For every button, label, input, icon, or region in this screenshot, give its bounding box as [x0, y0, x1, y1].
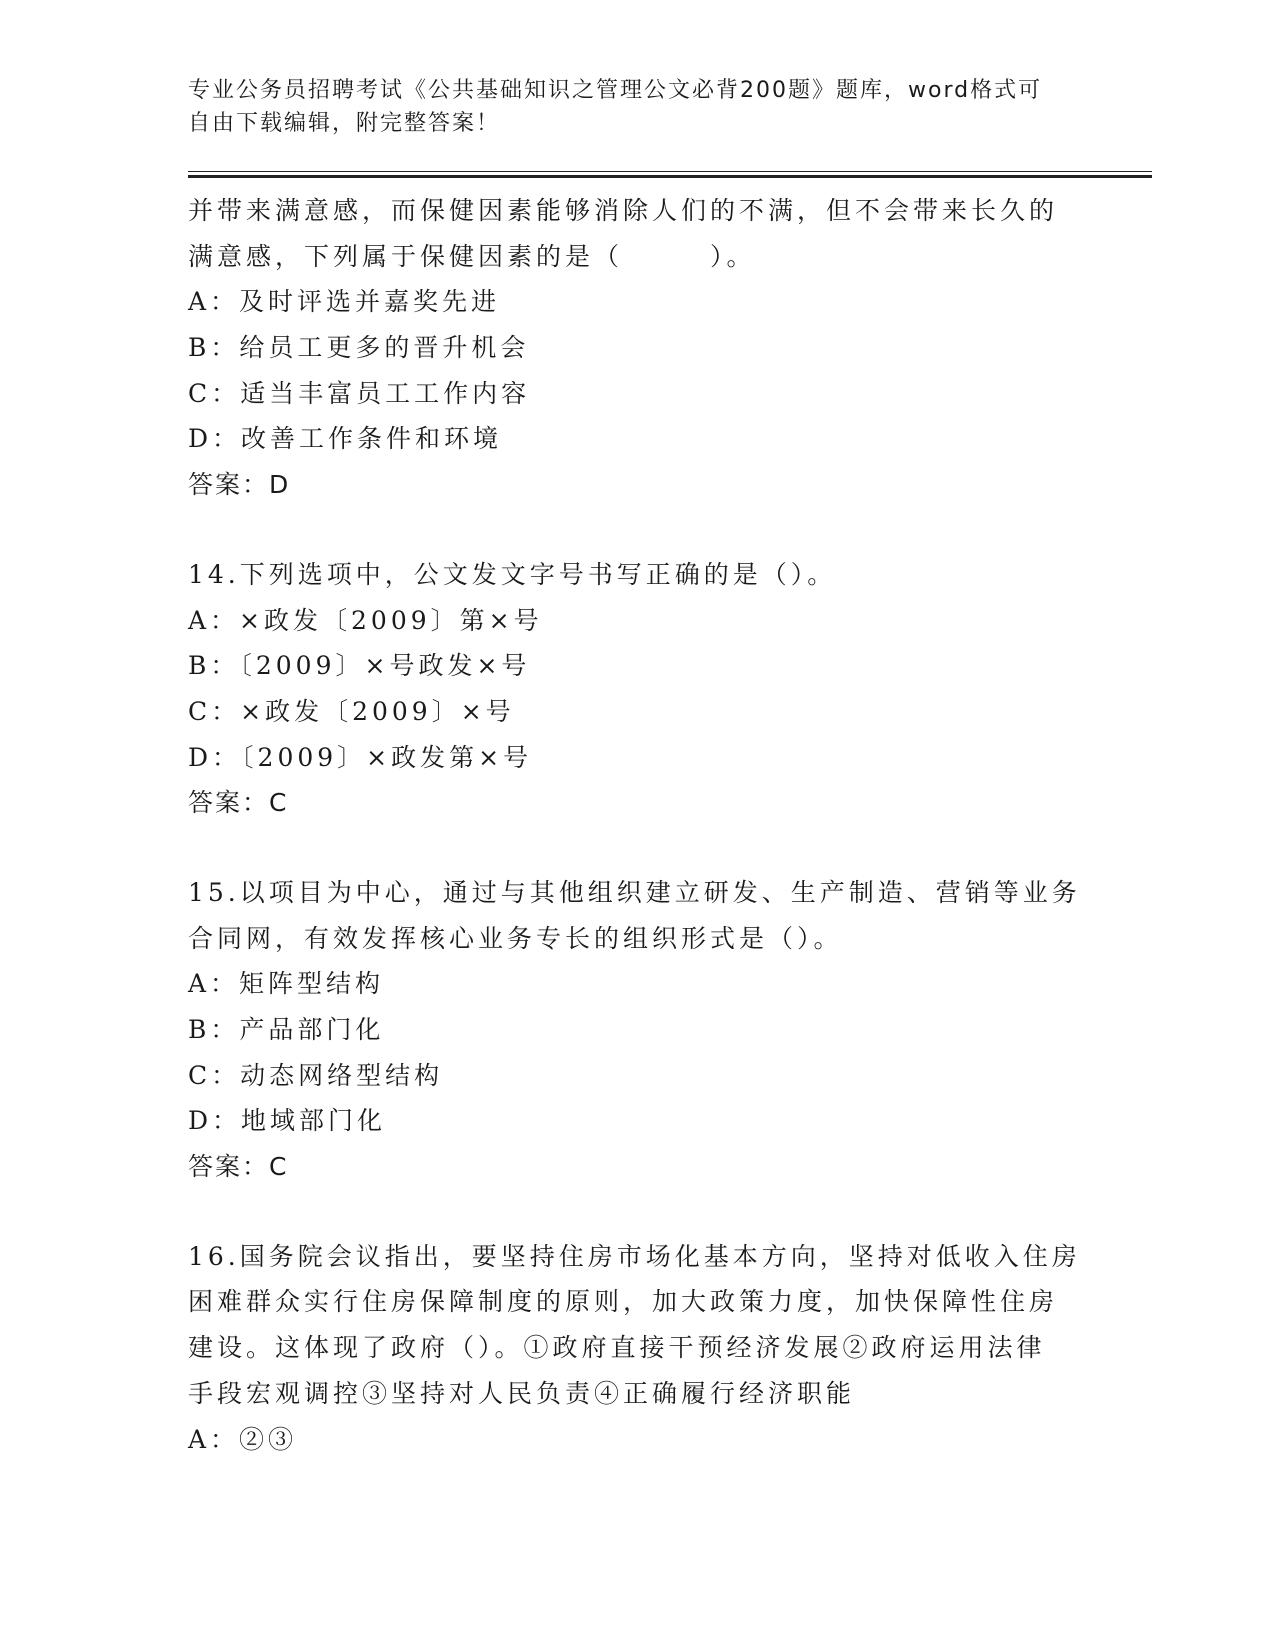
option-d: D：改善工作条件和环境	[188, 424, 503, 454]
option-a: A：②③	[188, 1424, 298, 1454]
option-a: A：及时评选并嘉奖先进	[188, 287, 501, 317]
option-c: C：×政发〔2009〕×号	[188, 696, 515, 726]
option-d: D：〔2009〕×政发第×号	[188, 742, 533, 772]
question-spacer	[188, 826, 1088, 870]
option-d: D：地域部门化	[188, 1106, 387, 1136]
question-stem-line: 15.以项目为中心，通过与其他组织建立研发、生产制造、营销等业务	[188, 877, 1081, 907]
question-spacer	[188, 508, 1088, 552]
question-content	[188, 188, 1088, 1462]
question-13	[188, 188, 1088, 508]
answer-line: 答案：C	[188, 1152, 289, 1182]
header-line-1: 专业公务员招聘考试《公共基础知识之管理公文必背200题》题库，word格式可	[188, 78, 1043, 103]
option-a: A：矩阵型结构	[188, 969, 385, 999]
question-16	[188, 1234, 1088, 1462]
question-14	[188, 552, 1088, 826]
question-15	[188, 870, 1088, 1190]
question-stem-line: 14.下列选项中，公文发文字号书写正确的是（）。	[188, 559, 837, 589]
answer-line: 答案：C	[188, 788, 289, 818]
question-stem-line: 手段宏观调控③坚持对人民负责④正确履行经济职能	[188, 1378, 856, 1408]
option-c: C：适当丰富员工工作内容	[188, 378, 531, 408]
question-stem-line: 16.国务院会议指出，要坚持住房市场化基本方向，坚持对低收入住房	[188, 1241, 1081, 1271]
option-b: B：产品部门化	[188, 1015, 385, 1044]
header-rule-thick	[188, 175, 1152, 178]
option-c: C：动态网络型结构	[188, 1060, 444, 1090]
option-a: A：×政发〔2009〕第×号	[188, 605, 543, 635]
answer-line: 答案：D	[188, 470, 291, 500]
header-rule-thin	[188, 171, 1152, 172]
question-stem-line: 并带来满意感，而保健因素能够消除人们的不满，但不会带来长久的	[188, 196, 1059, 225]
option-b: B：给员工更多的晋升机会	[188, 333, 530, 363]
question-stem-line: 困难群众实行住房保障制度的原则，加大政策力度，加快保障性住房	[188, 1287, 1059, 1317]
question-spacer	[188, 1190, 1088, 1234]
question-stem-line: 合同网，有效发挥核心业务专长的组织形式是（）。	[188, 923, 843, 953]
question-stem-line: 满意感，下列属于保健因素的是（ ）。	[188, 241, 756, 271]
header-line-2: 自由下载编辑，附完整答案！	[188, 111, 501, 136]
document-header	[188, 74, 1088, 140]
question-stem-line: 建设。这体现了政府（）。①政府直接干预经济发展②政府运用法律	[188, 1333, 1046, 1363]
option-b: B：〔2009〕×号政发×号	[188, 651, 531, 681]
